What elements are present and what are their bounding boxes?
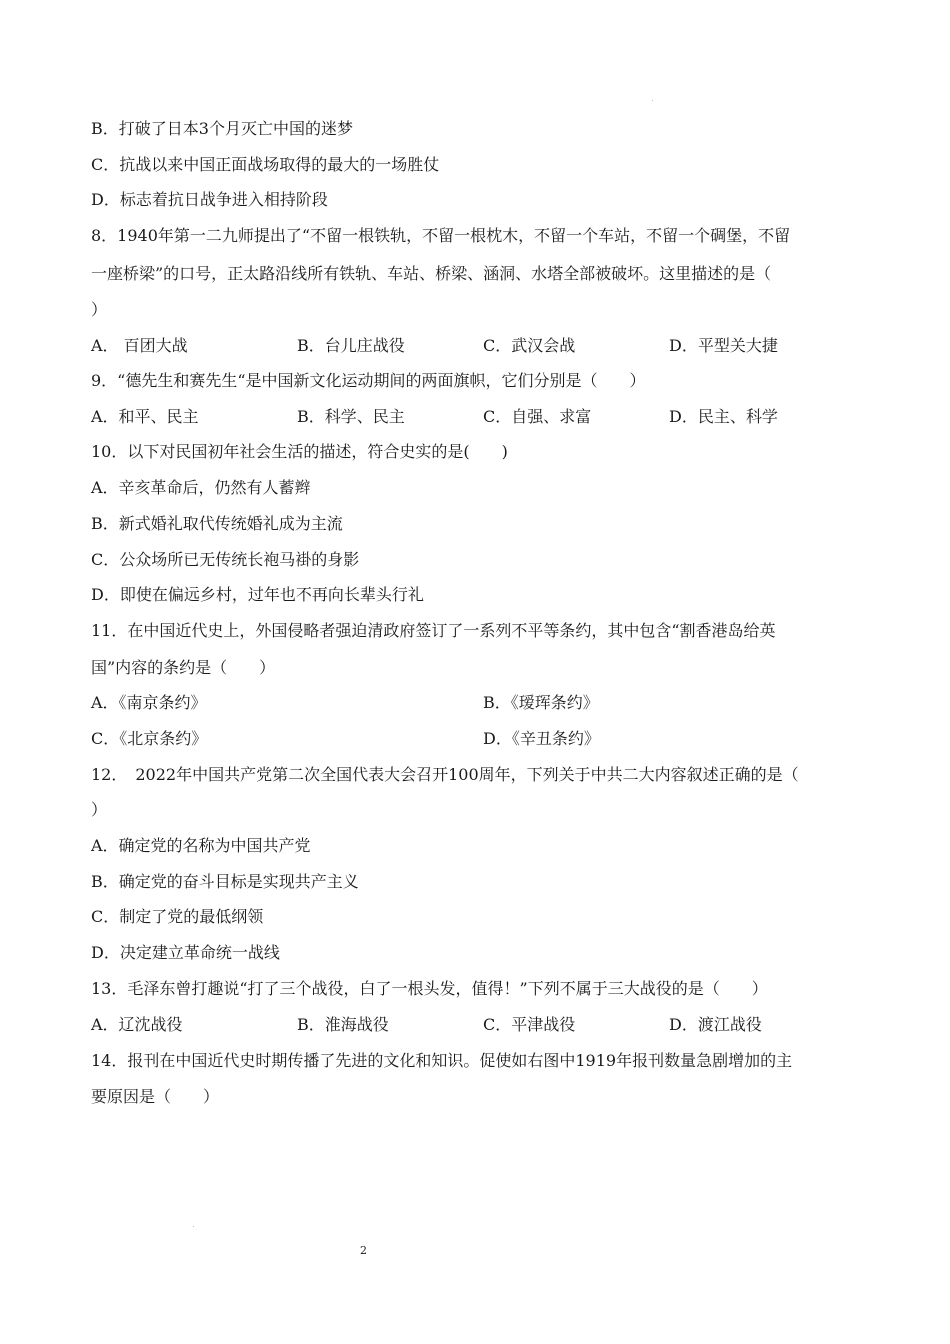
q8-stem-line2: 一座桥梁”的口号，正太路沿线所有铁轨、车站、桥梁、涵洞、水塔全部被破坏。这里描述的是（ — [91, 264, 772, 283]
q10-option-a[interactable]: A．辛亥革命后，仍然有人蓄辫 — [91, 478, 311, 497]
q10-stem: 10．以下对民国初年社会生活的描述，符合史实的是( ) — [91, 442, 508, 461]
q14-stem-line2: 要原因是（ ） — [91, 1087, 220, 1106]
q9-stem: 9．“德先生和赛先生“是中国新文化运动期间的两面旗帜，它们分别是（ ） — [91, 371, 646, 390]
q9-option-d[interactable]: D．民主、科学 — [669, 407, 778, 426]
q13-option-b[interactable]: B．淮海战役 — [297, 1015, 389, 1034]
q11-option-c[interactable]: C．《北京条约》 — [91, 729, 208, 748]
q11-option-a[interactable]: A．《南京条约》 — [91, 693, 207, 712]
q12-option-b[interactable]: B．确定党的奋斗目标是实现共产主义 — [91, 872, 359, 891]
q7-option-d[interactable]: D．标志着抗日战争进入相持阶段 — [91, 190, 328, 209]
q13-stem: 13．毛泽东曾打趣说“打了三个战役，白了一根头发，值得！”下列不属于三大战役的是（ ） — [91, 979, 768, 998]
scan-speck — [652, 100, 653, 101]
q12-option-a[interactable]: A．确定党的名称为中国共产党 — [91, 836, 311, 855]
q13-option-d[interactable]: D．渡江战役 — [669, 1015, 762, 1034]
q10-option-c[interactable]: C．公众场所已无传统长袍马褂的身影 — [91, 550, 360, 569]
q8-option-b[interactable]: B．台儿庄战役 — [297, 336, 405, 355]
q11-option-d[interactable]: D．《辛丑条约》 — [483, 729, 600, 748]
q12-stem-line2: ） — [91, 800, 108, 819]
q14-stem-line1: 14．报刊在中国近代史时期传播了先进的文化和知识。促使如右图中1919年报刊数量急剧增加的主 — [91, 1051, 793, 1070]
q12-stem-line1: 12． 2022年中国共产党第二次全国代表大会召开100周年，下列关于中共二大内容叙述正确的是（ — [91, 765, 799, 784]
q7-option-b[interactable]: B．打破了日本3个月灭亡中国的迷梦 — [91, 119, 353, 138]
q8-stem-line1: 8．1940年第一二九师提出了“不留一根铁轨，不留一根枕木，不留一个车站，不留一个碉堡，不留 — [91, 226, 791, 245]
q10-option-b[interactable]: B．新式婚礼取代传统婚礼成为主流 — [91, 514, 343, 533]
q8-option-a[interactable]: A． 百团大战 — [91, 336, 188, 355]
q13-option-c[interactable]: C．平津战役 — [483, 1015, 576, 1034]
q8-option-d[interactable]: D．平型关大捷 — [669, 336, 778, 355]
q7-option-c[interactable]: C．抗战以来中国正面战场取得的最大的一场胜仗 — [91, 155, 440, 174]
q13-option-a[interactable]: A．辽沈战役 — [91, 1015, 183, 1034]
scan-speck — [193, 1226, 194, 1227]
page-number: 2 — [360, 1244, 367, 1257]
q11-stem-line2: 国”内容的条约是（ ） — [91, 658, 276, 677]
q8-option-c[interactable]: C．武汉会战 — [483, 336, 576, 355]
q11-option-b[interactable]: B．《瑷珲条约》 — [483, 693, 599, 712]
q12-option-d[interactable]: D．决定建立革命统一战线 — [91, 943, 280, 962]
q9-option-a[interactable]: A．和平、民主 — [91, 407, 199, 426]
q9-option-c[interactable]: C．自强、求富 — [483, 407, 592, 426]
q9-option-b[interactable]: B．科学、民主 — [297, 407, 405, 426]
q8-stem-line3: ） — [91, 300, 108, 319]
q11-stem-line1: 11．在中国近代史上，外国侵略者强迫清政府签订了一系列不平等条约，其中包含“割香港岛给英 — [91, 621, 776, 640]
q10-option-d[interactable]: D．即使在偏远乡村，过年也不再向长辈头行礼 — [91, 585, 424, 604]
q12-option-c[interactable]: C．制定了党的最低纲领 — [91, 907, 264, 926]
